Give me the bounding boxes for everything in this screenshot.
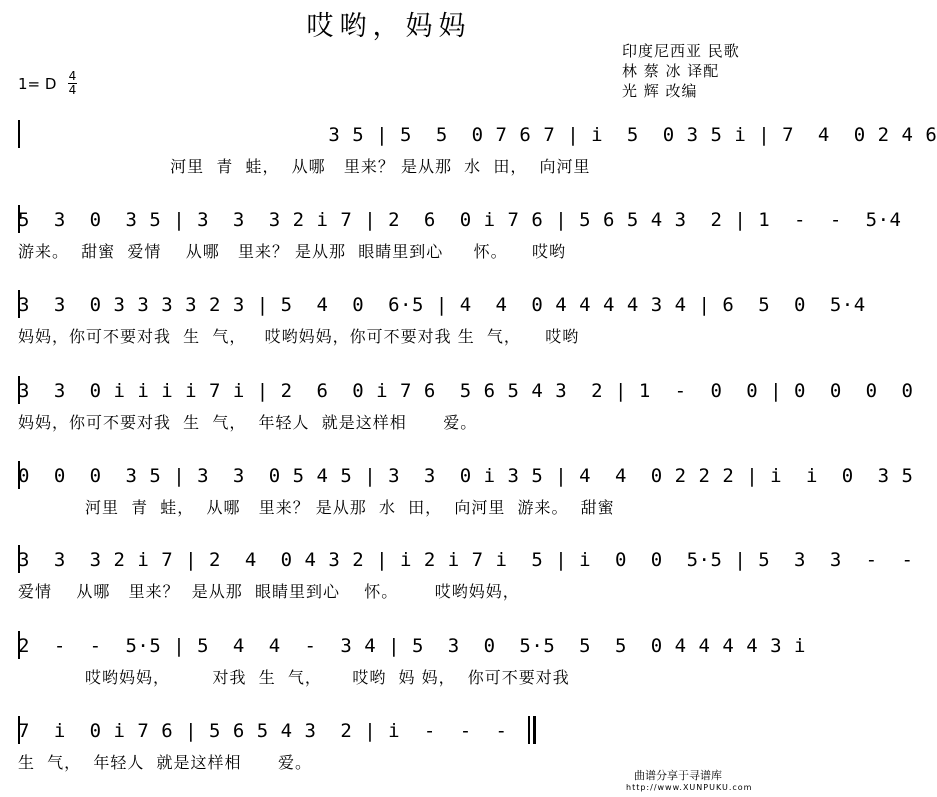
- system-7-lyrics: 哎哟妈妈， 对我 生 气， 哎哟 妈 妈， 你可不要对我: [18, 668, 570, 687]
- credit-origin: 印度尼西亚 民歌: [622, 42, 740, 60]
- time-signature: [68, 70, 77, 97]
- system-2-lyrics: 游来。 甜蜜 爱情 从哪 里来？ 是从那 眼睛里到心 怀。 哎哟: [18, 242, 566, 261]
- system-8-notes: 7 i 0 i 7 6 | 5 6 5 4 3 2 | i - - -: [18, 720, 508, 742]
- system-5-notes: 0 0 0 3 5 | 3 3 0 5 4 5 | 3 3 0 i 3 5 | 4 4 0 2 2 2 | i i 0 3 5: [18, 465, 914, 487]
- system-7-notes: 2 - - 5·5 | 5 4 4 - 3 4 | 5 3 0 5·5 5 5 0 4 4 4 4 3 i: [18, 635, 806, 657]
- key-signature: 1= D: [18, 75, 57, 93]
- final-barline-thick: [533, 716, 536, 744]
- credit-translator: 林 蔡 冰 译配: [622, 62, 720, 80]
- system-3-lyrics: 妈妈，你可不要对我 生 气， 哎哟妈妈，你可不要对我 生 气， 哎哟: [18, 327, 580, 346]
- time-signature-top: 4: [68, 69, 77, 83]
- system-3-notes: 3 3 0 3 3 3 3 2 3 | 5 4 0 6·5 | 4 4 0 4 4 4 4 3 4 | 6 5 0 5·4: [18, 294, 866, 316]
- system-5-lyrics: 河里 青 蛙， 从哪 里来？ 是从那 水 田， 向河里 游来。 甜蜜: [18, 498, 615, 517]
- system-1-lyrics: 河里 青 蛙， 从哪 里来？ 是从那 水 田， 向河里: [18, 157, 591, 176]
- system-2-notes: 5 3 0 3 5 | 3 3 3 2 i 7 | 2 6 0 i 7 6 | 5 6 5 4 3 2 | 1 - - 5·4: [18, 209, 902, 231]
- system-6-notes: 3 3 3 2 i 7 | 2 4 0 4 3 2 | i 2 i 7 i 5 | i 0 0 5·5 | 5 3 3 - -: [18, 549, 914, 571]
- system-4-lyrics: 妈妈，你可不要对我 生 气， 年轻人 就是这样相 爱。: [18, 413, 478, 432]
- system-8-lyrics: 生 气， 年轻人 就是这样相 爱。: [18, 753, 313, 772]
- time-signature-bottom: 4: [68, 83, 77, 97]
- system-1-notes: 3 5 | 5 5 0 7 6 7 | i 5 0 3 5 i | 7 4 0 2 4 6: [18, 124, 937, 146]
- footer-site-name: 曲谱分享于寻谱库: [634, 769, 722, 782]
- system-6-lyrics: 爱情 从哪 里来？ 是从那 眼睛里到心 怀。 哎哟妈妈，: [18, 582, 520, 601]
- footer-site-url: http://www.XUNPUKU.com: [626, 783, 753, 792]
- credit-arranger: 光 辉 改编: [622, 82, 698, 100]
- final-barline-thin: [528, 716, 530, 744]
- system-4-notes: 3 3 0 i i i i 7 i | 2 6 0 i 7 6 5 6 5 4 3 2 | 1 - 0 0 | 0 0 0 0: [18, 380, 914, 402]
- song-title: 哎哟，妈妈: [306, 11, 472, 42]
